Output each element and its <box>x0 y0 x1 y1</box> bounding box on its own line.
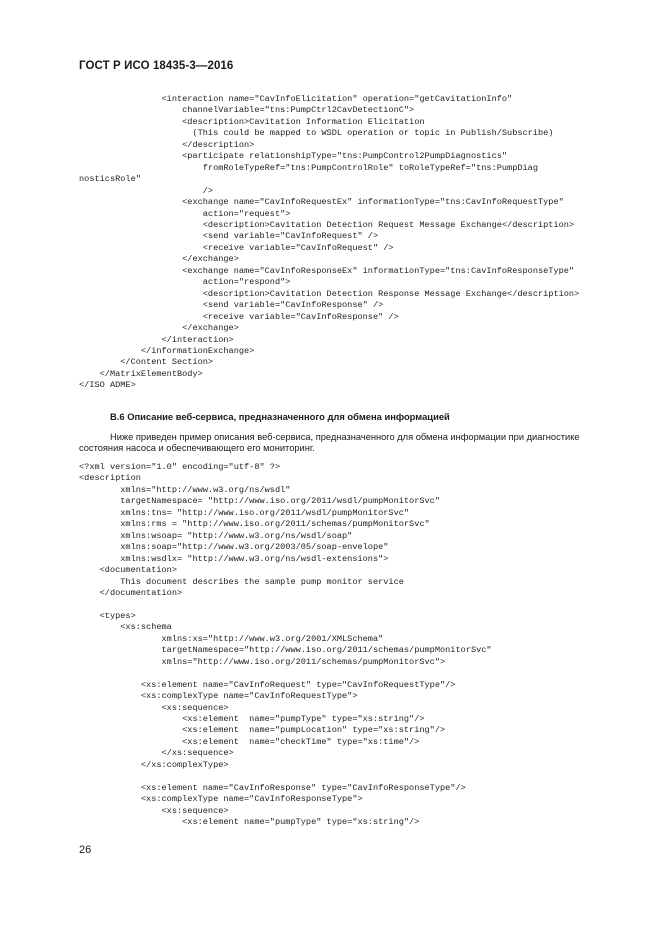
section-paragraph: Ниже приведен пример описания веб-сервиса, предназначенного для обмена информации при диагностике состояния насоса и обеспечивающего его мониторинг. <box>79 432 580 454</box>
document-header: ГОСТ Р ИСО 18435-3—2016 <box>79 60 234 72</box>
page-number: 26 <box>79 844 92 856</box>
code-listing-wsdl: <?xml version="1.0" encoding="utf-8" ?> <description xmlns="http://www.w3.org/ns/wsdl" targetNamespace= "http://www.iso.org/2011/wsdl/pumpMonitorSvc" xmlns:tns= "http://www.iso.org/2011/wsdl/pumpMonitorSvc" xmlns:rms = "http://www.iso.org/2011/schemas/pumpMonitorSvc" xmlns:wsoap= "http://www.w3.org/ns/wsdl/soap" xmlns:soap="http://www.w3.org/2003/05/soap-envelope" xmlns:wsdlx= "http://www.w3.org/ns/wsdl-extensions"> <documentation> This document describes the sample pump monitor service </documentation> <types> <xs:schema xmlns:xs="http://www.w3.org/2001/XMLSchema" targetNamespace="http://www.iso.org/2011/schemas/pumpMonitorSvc" xmlns="http://www.iso.org/2011/schemas/pumpMonitorSvc"> <xs:element name="CavInfoRequest" type="CavInfoRequestType"/> <xs:complexType name="CavInfoRequestType"> <xs:sequence> <xs:element name="pumpType" type="xs:string"/> <xs:element name="pumpLocation" type="xs:string"/> <xs:element name="checkTime" type="xs:time"/> </xs:sequence> </xs:complexType> <xs:element name="CavInfoResponse" type="CavInfoResponseType"/> <xs:complexType name="CavInfoResponseType"> <xs:sequence> <xs:element name="pumpType" type="xs:string"/> <box>79 462 492 828</box>
code-listing-choreography: <interaction name="CavInfoElicitation" operation="getCavitationInfo" channelVariable="tns:PumpCtrl2CavDetectionC"> <description>Cavitation Information Elicitation (This could be mapped to WSDL operation or topic in Publish/Subscribe) </description> <participate relationshipType="tns:PumpControl2PumpDiagnostics" fromRoleTypeRef="tns:PumpControlRole" toRoleTypeRef="tns:PumpDiag nosticsRole" /> <exchange name="CavInfoRequestEx" informationType="tns:CavInfoRequestType" action="request"> <description>Cavitation Detection Request Message Exchange</description> <send variable="CavInfoRequest" /> <receive variable="CavInfoRequest" /> </exchange> <exchange name="CavInfoResponseEx" informationType="tns:CavInfoResponseType" action="respond"> <description>Cavitation Detection Response Message Exchange</description> <send variable="CavInfoResponse" /> <receive variable="CavInfoResponse" /> </exchange> </interaction> </informationExchange> </Content Section> </MatrixElementBody> </ISO ADME> <box>79 94 580 391</box>
section-heading: В.6 Описание веб-сервиса, предназначенного для обмена информацией <box>110 411 450 422</box>
